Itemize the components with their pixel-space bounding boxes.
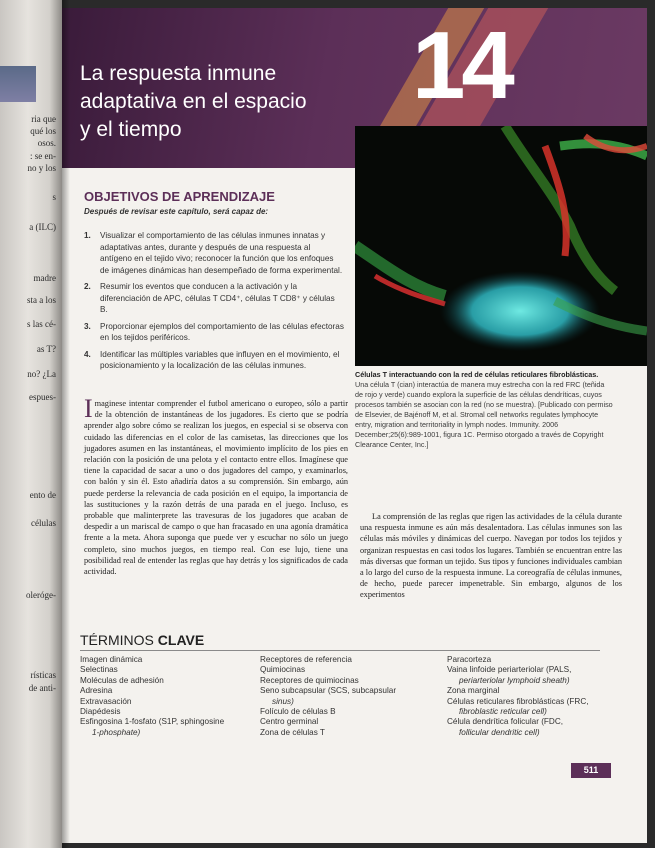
left-page-fragment: osos. (37, 138, 56, 148)
left-page-fragment: no y los (27, 163, 56, 173)
left-page-fragment: s las cé- (27, 319, 56, 329)
left-page-fragment: espues- (29, 392, 56, 402)
key-term: Diapédesis (80, 707, 121, 717)
left-page-fragment: rísticas (30, 670, 56, 680)
key-term: Vaina linfoide periarteriolar (PALS, (447, 665, 572, 675)
objectives-subheading: Después de revisar este capítulo, será capaz de: (84, 207, 269, 216)
left-page-fragment: sta a los (27, 295, 56, 305)
key-term: fibroblastic reticular cell) (459, 707, 547, 717)
chapter-title-line: La respuesta inmune (80, 62, 277, 85)
key-term: Adresina (80, 686, 113, 696)
chapter-number: 14 (412, 12, 511, 119)
left-page-color-tab (0, 66, 36, 102)
body-paragraph: La comprensión de las reglas que rigen las actividades de la célula durante una respuesta inmune es aún más desalentadora. Las células inmunes son las células más móviles y dinámicas del cuerpo. Navegan por todos los tejidos y organizan respuestas en casi todos los lugares. También se encuentran entre las más diversas que forman un tejido. Sus tipos y funciones individuales cambian a lo largo del curso de la respuesta inmune. La coreografía de células inmunes, de hecho, puede parecer impenetrable. Sin embargo, algunos de los experimentos (360, 512, 622, 600)
objectives-heading: OBJETIVOS DE APRENDIZAJE (84, 189, 275, 204)
key-terms-column-2 (260, 655, 440, 738)
microscopy-figure (355, 126, 647, 366)
drop-cap: I (84, 394, 93, 423)
right-page (62, 8, 647, 843)
key-term: Paracorteza (447, 655, 492, 664)
left-page-fragment: ento de (29, 490, 56, 500)
key-terms-heading-bold: CLAVE (157, 632, 205, 648)
book-gutter-shadow (62, 0, 70, 848)
key-term: Centro germinal (260, 717, 319, 727)
key-term: Zona marginal (447, 686, 500, 696)
key-term: sinus) (272, 696, 294, 706)
key-term: follicular dendritic cell) (459, 727, 540, 737)
page-number: 511 (571, 763, 611, 778)
key-term: Extravasación (80, 696, 132, 706)
objective-text: Visualizar el comportamiento de las células inmunes innatas y adaptativas antes, durante y después de una respuesta al antígeno en el tejido vivo; reconocer la función que los enfoques de imágenes dinámicas han desempeñado de forma experimental. (100, 231, 343, 275)
key-terms-heading-regular: TÉRMINOS (80, 632, 158, 648)
left-page-fragment: células (31, 518, 56, 528)
key-term: Zona de células T (260, 727, 325, 737)
microscopy-image (355, 126, 647, 366)
chapter-title-line: adaptativa en el espacio (80, 90, 307, 113)
key-term: Folículo de células B (260, 707, 336, 717)
objective-text: Identificar las múltiples variables que influyen en el movimiento, el posicionamiento y la localización de las células inmunes. (100, 349, 340, 370)
objective-item (82, 281, 344, 316)
key-term: Imagen dinámica (80, 655, 143, 664)
left-page-fragment: ria que (31, 114, 56, 124)
left-page-fragment: : se en- (30, 151, 56, 161)
key-terms-column-1 (80, 655, 250, 738)
left-page-fragment: s (52, 192, 56, 202)
objective-text: Proporcionar ejemplos del comportamiento de las células efectoras en los tejidos periféricos. (100, 321, 344, 342)
left-page-fragment: no? ¿La (27, 369, 56, 379)
body-column-left (84, 394, 348, 577)
chapter-title (80, 60, 380, 144)
key-term: periarteriolar lymphoid sheath) (459, 675, 570, 685)
objective-item (82, 321, 344, 344)
key-term: Seno subcapsular (SCS, subcapsular (260, 686, 397, 696)
key-term: Quimiocinas (260, 665, 306, 675)
figure-caption-text: Una célula T (cian) interactúa de manera muy estrecha con la red FRC (teñida de rojo y verde) cuando explora la superficie de las células dendríticas, cuyos procesos también se asocian con la red (no se muestra). [Publicado con permiso de Elsevier, de Bajénoff M, et al. Stromal cell networks regulates lymphocyte entry, migration and territoriality in lymph nodes. Immunity. 2006 December;25(6):989-1001, figura 1C. Permiso otorgado a través de Copyright Clearance Center, Inc.] (355, 380, 613, 449)
key-term: 1-phosphate) (92, 727, 141, 737)
left-page-fragment: madre (33, 273, 56, 283)
left-page-fragment: a (ILC) (29, 222, 56, 232)
left-page-fragment: oleróge- (26, 590, 56, 600)
body-column-right (360, 511, 622, 601)
left-page (0, 0, 62, 848)
objective-number: 3. (84, 321, 91, 331)
key-terms-heading (80, 632, 204, 648)
key-term: Receptores de referencia (260, 655, 352, 664)
figure-caption-title: Células T interactuando con la red de células reticulares fibroblásticas. (355, 370, 599, 379)
objectives-list (82, 230, 344, 377)
objective-number: 4. (84, 349, 91, 359)
objective-number: 1. (84, 231, 91, 240)
objective-item (82, 230, 344, 276)
key-term: Célula dendrítica folicular (FDC, (447, 717, 564, 727)
key-term: Esfingosina 1-fosfato (S1P, sphingosine (80, 717, 225, 727)
key-terms-column-3 (447, 655, 647, 738)
key-terms-divider (80, 650, 600, 651)
key-term: Receptores de quimiocinas (260, 675, 359, 685)
body-paragraph: maginese intentar comprender el futbol americano o europeo, sólo a partir de la obtención de instantáneas de los jugadores. Es cierto que se podría aprender algo sobre cómo se realizan los juegos, en especial si se observa con cuidado las diferencias en el color de las camisetas, las direcciones que los jugadores asumen en las instantáneas, el movimiento implícito de los pies en relación con la posición de una pelota y el contacto entre ellos. Imagínese que tiene la capacidad de sacar a uno o dos jugadores del campo, y examinarlos, con balón y sin él. Esto añadiría datos a su comprensión. Sin embargo, aún puede perderse la relevancia de cada posición en el equipo, la importancia de las sustituciones y la razón detrás de una parada en el juego. Incluso, es probable que malinterprete las travesuras de los jugadores que acaban de despedir a un mariscal de campo o que han fracasado en una agonía dramática frente a la meta. Ahora suponga que puede ver y escuchar no sólo un juego completo, sino muchos juegos, en tiempo real. Con ese lujo, tiene una posibilidad real de entender las reglas que hay detrás y los significados de cada actividad. (84, 399, 348, 577)
objective-text: Resumir los eventos que conducen a la activación y la diferenciación de APC, células T CD4⁺, células T CD8⁺ y células B. (100, 282, 335, 314)
left-page-fragment: as T? (36, 344, 56, 354)
left-page-fragment: de anti- (28, 683, 56, 693)
objective-item (82, 349, 344, 372)
left-page-fragment: qué los (30, 126, 56, 136)
key-term: Moléculas de adhesión (80, 675, 164, 685)
key-term: Células reticulares fibroblásticas (FRC, (447, 696, 589, 706)
objective-number: 2. (84, 282, 91, 291)
key-term: Selectinas (80, 665, 118, 675)
figure-caption (355, 370, 613, 450)
chapter-title-line: y el tiempo (80, 118, 182, 141)
